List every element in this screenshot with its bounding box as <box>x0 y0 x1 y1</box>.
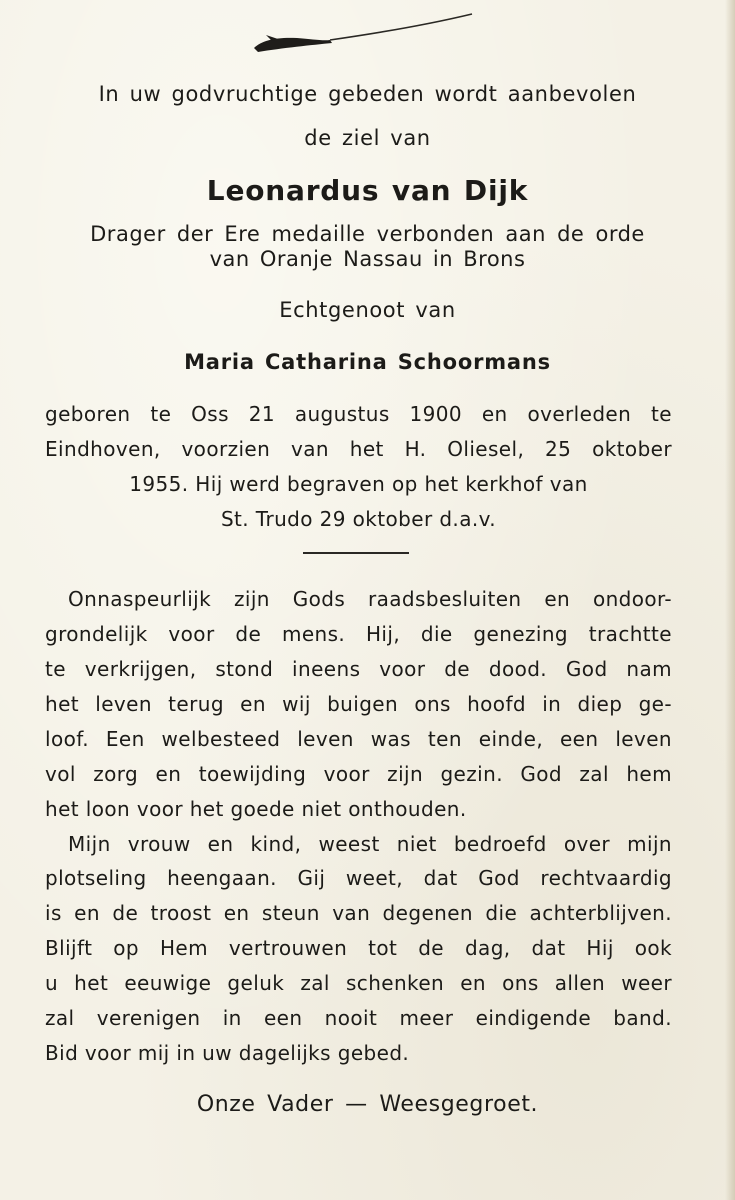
deceased-name: Leonardus van Dijk <box>206 174 529 207</box>
paragraph-line: Blijft op Hem vertrouwen tot de dag, dat Hij ook <box>45 936 672 960</box>
card-edge-shadow <box>725 0 735 1200</box>
divider-rule <box>303 552 409 554</box>
intro-line: In uw godvruchtige gebeden wordt aanbevolen <box>98 82 637 106</box>
paragraph-line: u het eeuwige geluk zal schenken en ons allen weer <box>45 971 672 995</box>
bio-line: 1955. Hij werd begraven op het kerkhof van <box>129 472 588 496</box>
paragraph-line: Onnaspeurlijk zijn Gods raadsbesluiten en ondoor- <box>68 587 672 611</box>
bio-line: Eindhoven, voorzien van het H. Oliesel, 25 oktober <box>45 437 672 461</box>
honor-line-1: Drager der Ere medaille verbonden aan de orde <box>90 222 645 246</box>
intro-line-2: de ziel van <box>304 126 431 150</box>
ink-smudge-mark <box>252 10 482 55</box>
paragraph-line: loof. Een welbesteed leven was ten einde, een leven <box>45 727 672 751</box>
paragraph-line: Bid voor mij in uw dagelijks gebed. <box>45 1041 410 1065</box>
bio-line: geboren te Oss 21 augustus 1900 en overleden te <box>45 402 672 426</box>
paragraph-line: Mijn vrouw en kind, weest niet bedroefd over mijn <box>68 832 672 856</box>
paragraph-line: het loon voor het goede niet onthouden. <box>45 797 467 821</box>
paragraph-line: is en de troost en steun van degenen die achterblijven. <box>45 901 672 925</box>
bio-line: St. Trudo 29 oktober d.a.v. <box>220 507 497 531</box>
closing-prayer-line: Onze Vader — Weesgegroet. <box>196 1092 539 1117</box>
spouse-name: Maria Catharina Schoormans <box>184 350 551 374</box>
spouse-label: Echtgenoot van <box>279 298 456 322</box>
paragraph-line: vol zorg en toewijding voor zijn gezin. God zal hem <box>45 762 672 786</box>
paragraph-line: grondelijk voor de mens. Hij, die genezing trachtte <box>45 622 672 646</box>
paragraph-line: te verkrijgen, stond ineens voor de dood. God nam <box>45 657 672 681</box>
paragraph-line: zal verenigen in een nooit meer eindigende band. <box>45 1006 672 1030</box>
paragraph-line: het leven terug en wij buigen ons hoofd in diep ge- <box>45 692 672 716</box>
honor-line-2: van Oranje Nassau in Brons <box>209 247 526 271</box>
paragraph-line: plotseling heengaan. Gij weet, dat God rechtvaardig <box>45 866 672 890</box>
